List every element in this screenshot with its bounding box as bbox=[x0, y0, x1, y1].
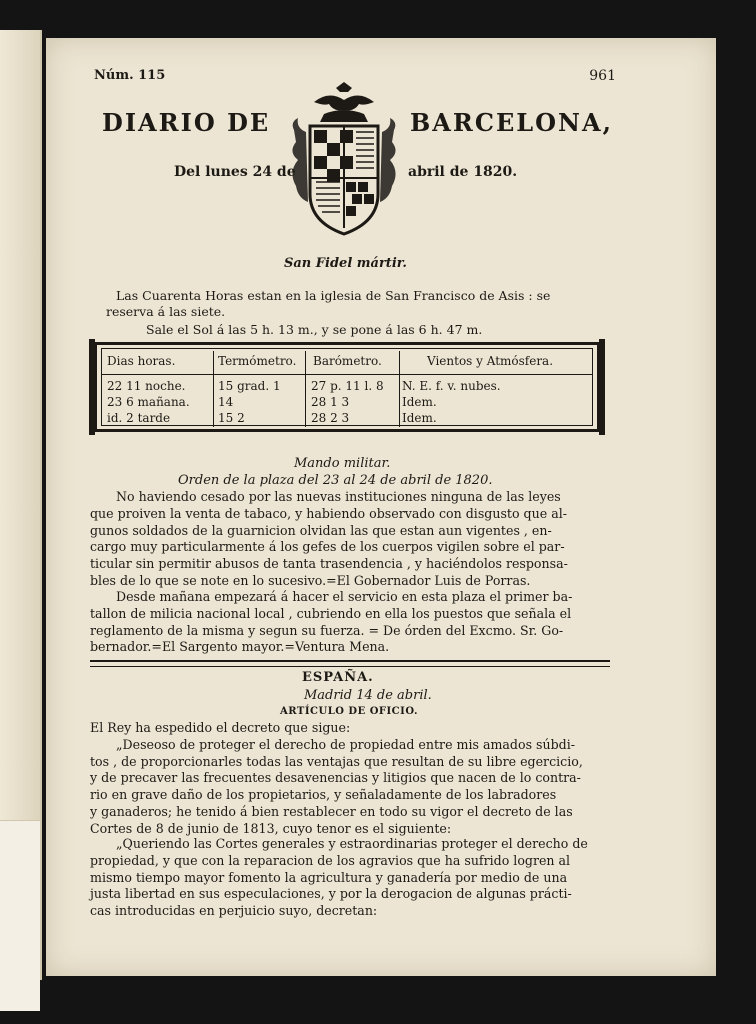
table-cell: 14 bbox=[218, 395, 234, 409]
masthead-title-left: DIARIO DE bbox=[102, 108, 271, 137]
text-line: mismo tiempo mayor fomento la agricultura y ganadería por medio de una bbox=[90, 869, 568, 885]
table-cell: Idem. bbox=[402, 411, 437, 425]
text-line: „Deseoso de proteger el derecho de propiedad entre mis amados súbdi- bbox=[116, 736, 576, 752]
spain-heading: ESPAÑA. bbox=[302, 670, 374, 685]
spain-dateline: Madrid 14 de abril. bbox=[304, 688, 432, 703]
text-line: y ganaderos; he tenido á bien restablecer en todo su vigor el decreto de las bbox=[90, 803, 573, 819]
weather-table bbox=[94, 342, 600, 432]
table-cell: id. 2 tarde bbox=[107, 411, 171, 425]
text-line: ticular sin permitir abusos de tanta trasendencia , y haciéndolos responsa- bbox=[90, 556, 568, 572]
table-cell: 27 p. 11 l. 8 bbox=[311, 379, 384, 393]
table-cell: 23 6 mañana. bbox=[107, 395, 190, 409]
text-line: cargo muy particularmente á los gefes de los cuerpos vigilen sobre el par- bbox=[90, 539, 565, 555]
spain-paragraph-1 bbox=[90, 720, 610, 838]
military-paragraph-2 bbox=[90, 589, 610, 656]
dateline-right: abril de 1820. bbox=[408, 164, 518, 180]
newspaper-page bbox=[46, 38, 716, 976]
table-cell: 15 2 bbox=[218, 411, 245, 425]
paper-slip bbox=[0, 820, 40, 1011]
table-header-winds: Vientos y Atmósfera. bbox=[427, 354, 554, 368]
text-line: propiedad, y que con la reparacion de los agravios que ha sufrido logren al bbox=[90, 852, 571, 868]
table-header-barometer: Barómetro. bbox=[313, 354, 382, 368]
issue-number: Núm. 115 bbox=[94, 68, 166, 83]
table-cell: Idem. bbox=[402, 395, 437, 409]
saint-of-the-day: San Fidel mártir. bbox=[284, 256, 407, 271]
text-line: Desde mañana empezará á hacer el servicio en esta plaza el primer ba- bbox=[116, 589, 573, 604]
column-divider bbox=[305, 351, 306, 427]
text-line: rio en grave daño de los propietarios, y señaladamente de los labradores bbox=[90, 787, 557, 803]
military-subheading: Orden de la plaza del 23 al 24 de abril de 1820. bbox=[178, 473, 493, 488]
text-line: y de precaver las frecuentes desavenencias y litigios que nacen de lo contra- bbox=[90, 770, 581, 786]
page-number: 961 bbox=[589, 68, 616, 84]
dateline-left: Del lunes 24 de bbox=[174, 164, 296, 180]
table-cell: 28 1 3 bbox=[311, 395, 350, 409]
text-line: bles de lo que se note en lo sucesivo.=El Gobernador Luis de Porras. bbox=[90, 572, 531, 588]
text-line: cas introducidas en perjuicio suyo, decretan: bbox=[90, 903, 378, 919]
column-divider bbox=[399, 351, 400, 427]
cuarenta-horas-line1: Las Cuarenta Horas estan en la iglesia de San Francisco de Asis : se bbox=[116, 288, 551, 303]
adjacent-page-edge bbox=[0, 30, 42, 980]
text-line: reglamento de la misma y segun su fuerza. = De órden del Excmo. Sr. Go- bbox=[90, 622, 564, 638]
text-line: justa libertad en sus especulaciones, y por la derogacion de algunas prácti- bbox=[90, 886, 572, 902]
spain-paragraph-2 bbox=[90, 836, 610, 920]
military-paragraph-1 bbox=[90, 489, 610, 590]
text-line: bernador.=El Sargento mayor.=Ventura Mena. bbox=[90, 639, 390, 655]
military-heading: Mando militar. bbox=[294, 456, 391, 471]
text-line: El Rey ha espedido el decreto que sigue: bbox=[90, 720, 351, 735]
table-cell: N. E. f. v. nubes. bbox=[402, 379, 501, 393]
text-line: Cortes de 8 de junio de 1813, cuyo tenor es el siguiente: bbox=[90, 820, 452, 836]
table-header-rule bbox=[101, 374, 593, 375]
text-line: No haviendo cesado por las nuevas instituciones ninguna de las leyes bbox=[116, 489, 561, 504]
text-line: que proiven la venta de tabaco, y habiendo observado con disgusto que al- bbox=[90, 505, 567, 521]
table-header-thermometer: Termómetro. bbox=[218, 354, 297, 368]
table-cell: 28 2 3 bbox=[311, 411, 350, 425]
section-divider bbox=[90, 660, 610, 667]
text-line: tallon de milicia nacional local , cubriendo en ella los puestos que señala el bbox=[90, 605, 572, 621]
table-cell: 15 grad. 1 bbox=[218, 379, 281, 393]
text-line: tos , de proporcionarles todas las ventajas que resultan de su libre egercicio, bbox=[90, 753, 583, 769]
masthead-title-right: BARCELONA, bbox=[410, 108, 613, 137]
table-border-right bbox=[599, 339, 605, 435]
text-line: „Queriendo las Cortes generales y estraordinarias proteger el derecho de bbox=[116, 836, 588, 851]
official-article-label: ARTÍCULO DE OFICIO. bbox=[280, 706, 418, 717]
sunrise-sunset: Sale el Sol á las 5 h. 13 m., y se pone á las 6 h. 47 m. bbox=[146, 322, 483, 337]
table-cell: 22 11 noche. bbox=[107, 379, 186, 393]
table-header-days: Dias horas. bbox=[107, 354, 176, 368]
cuarenta-horas-line2: reserva á las siete. bbox=[106, 304, 226, 319]
text-line: gunos soldados de la guarnicion olvidan las que estan aun vigentes , en- bbox=[90, 522, 552, 538]
coat-of-arms-icon bbox=[284, 82, 404, 242]
table-border-left bbox=[89, 339, 95, 435]
column-divider bbox=[213, 351, 214, 427]
